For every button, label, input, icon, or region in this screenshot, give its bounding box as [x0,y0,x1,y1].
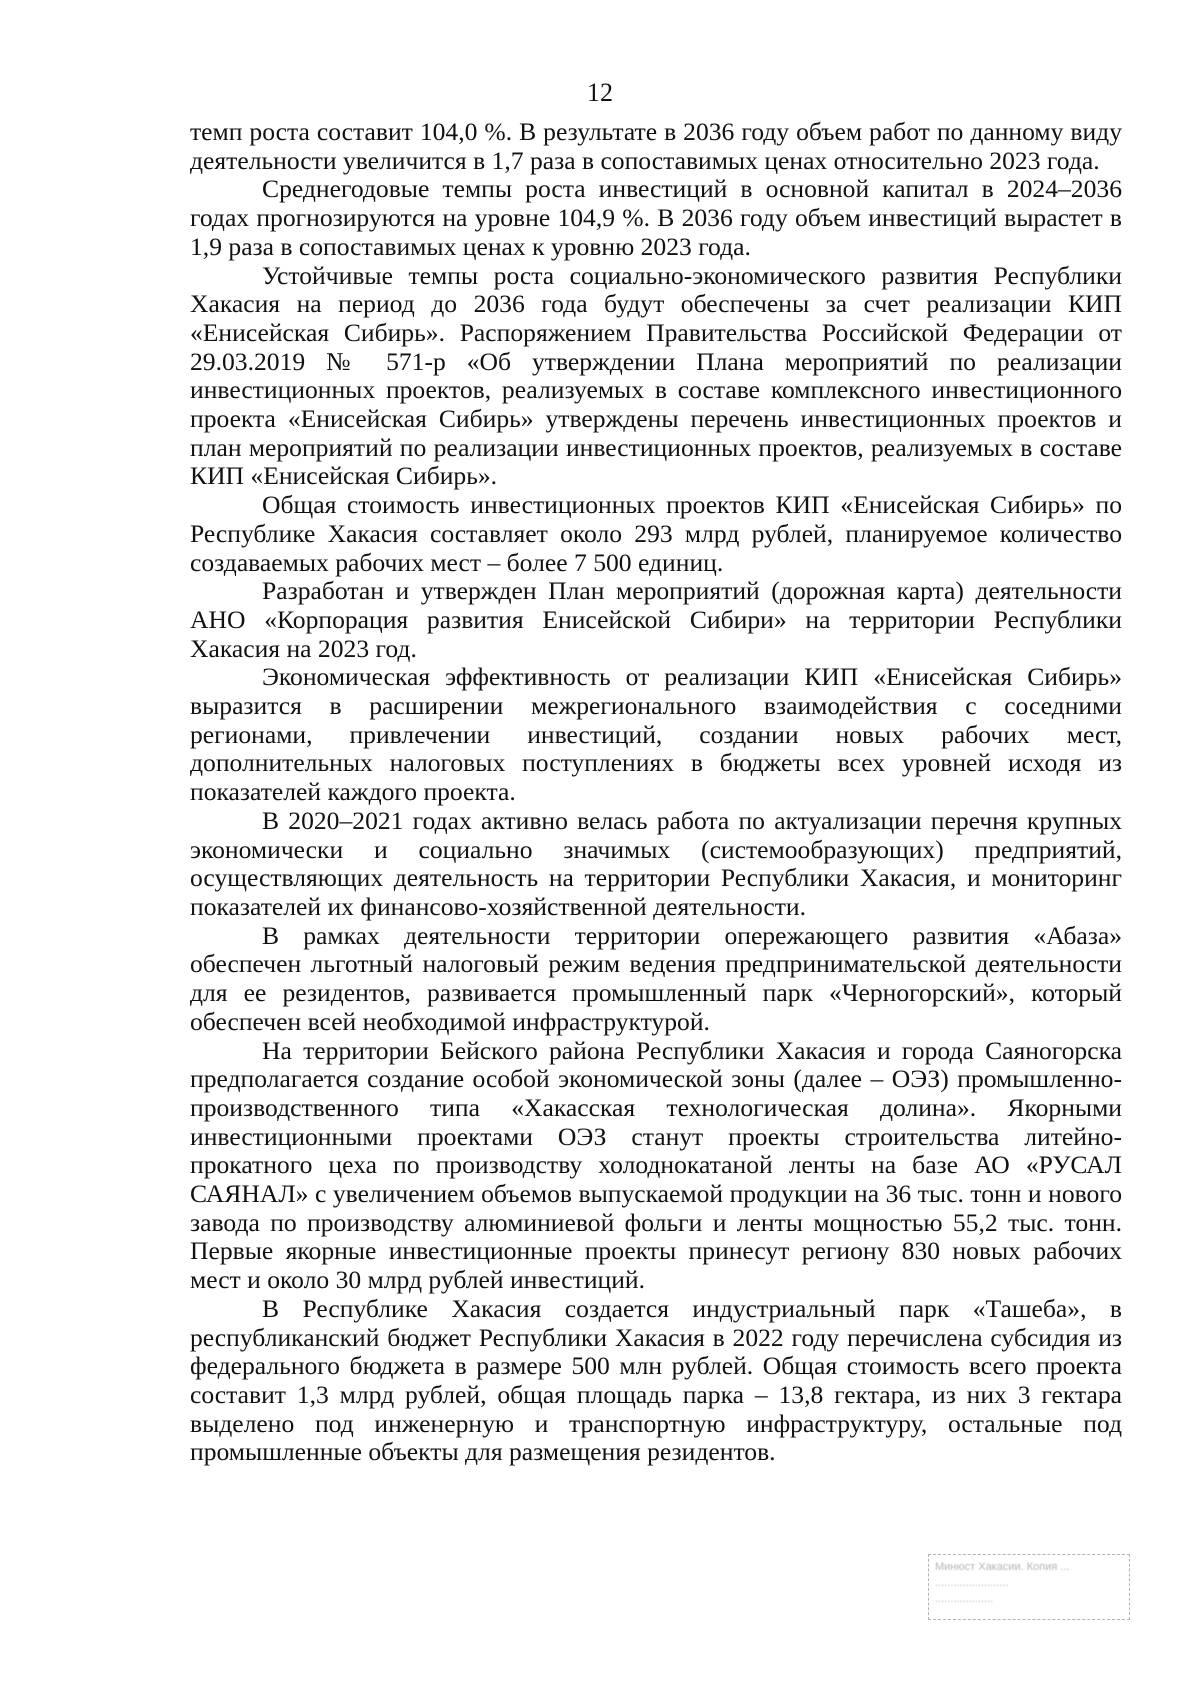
stamp-line: Минюст Хакасии. Копия ... [935,1561,1070,1573]
official-stamp [928,1554,1130,1620]
stamp-line: ........................ [935,1577,1009,1589]
paragraph: Среднегодовые темпы роста инвестиций в основной капитал в 2024–2036 годах прогнозируются на уровне 104,9 %. В 2036 году объем инвестиций вырастет в 1,9 раза в сопоставимых ценах к уровню 2023 года. [190,174,1122,261]
paragraph: Экономическая эффективность от реализации КИП «Енисейская Сибирь» выразится в расширении межрегионального взаимодействия с соседними регионами, привлечении инвестиций, создании новых рабочих мест, дополнительных налоговых поступлениях в бюджеты всех уровней исходя из показателей каждого проекта. [190,662,1122,807]
paragraph: Общая стоимость инвестиционных проектов КИП «Енисейская Сибирь» по Республике Хакасия составляет около 293 млрд рублей, планируемое количество создаваемых рабочих мест – более 7 500 единиц. [190,490,1122,577]
paragraph: В Республике Хакасия создается индустриальный парк «Ташеба», в республиканский бюджет Республики Хакасия в 2022 году перечислена субсидия из федерального бюджета в размере 500 млн рублей. Общая стоимость всего проекта составит 1,3 млрд рублей, общая площадь парка – 13,8 гектара, из них 3 гектара выделено под инженерную и транспортную инфраструктуру, остальные под промышленные объекты для размещения резидентов. [190,1293,1122,1467]
stamp-line: ................... [935,1593,994,1605]
paragraph: темп роста составит 104,0 %. В результате в 2036 году объем работ по данному виду деятельности увеличится в 1,7 раза в сопоставимых ценах относительно 2023 года. [190,117,1122,175]
paragraph: В рамках деятельности территории опережающего развития «Абаза» обеспечен льготный налоговый режим ведения предпринимательской деятельности для ее резидентов, развивается промышленный парк «Черногорский», который обеспечен всей необходимой инфраструктурой. [190,920,1122,1036]
page-number: 12 [587,78,613,107]
paragraph: Разработан и утвержден План мероприятий (дорожная карта) деятельности АНО «Корпорация развития Енисейской Сибири» на территории Республики Хакасия на 2023 год. [190,576,1122,663]
paragraph: На территории Бейского района Республики Хакасия и города Саяногорска предполагается создание особой экономической зоны (далее – ОЭЗ) промышленно-производственного типа «Хакасская технологическая долина». Якорными инвестиционными проектами ОЭЗ станут проекты строительства литейно-прокатного цеха по производству холоднокатаной ленты на базе АО «РУСАЛ САЯНАЛ» с увеличением объемов выпускаемой продукции на 36 тыс. тонн и нового завода по производству алюминиевой фольги и ленты мощностью 55,2 тыс. тонн. Первые якорные инвестиционные проекты принесут региону 830 новых рабочих мест и около 30 млрд рублей инвестиций. [190,1035,1122,1295]
paragraph: В 2020–2021 годах активно велась работа по актуализации перечня крупных экономически и социально значимых (системообразующих) предприятий, осуществляющих деятельность на территории Республики Хакасия, и мониторинг показателей их финансово-хозяйственной деятельности. [190,805,1122,921]
paragraph: Устойчивые темпы роста социально-экономического развития Республики Хакасия на период до 2036 года будут обеспечены за счет реализации КИП «Енисейская Сибирь». Распоряжением Правительства Российской Федерации от 29.03.2019 № 571-р «Об утверждении Плана мероприятий по реализации инвестиционных проектов, реализуемых в составе комплексного инвестиционного проекта «Енисейская Сибирь» утверждены перечень инвестиционных проектов и план мероприятий по реализации инвестиционных проектов, реализуемых в составе КИП «Енисейская Сибирь». [190,260,1122,491]
document-body [190,118,1122,1467]
